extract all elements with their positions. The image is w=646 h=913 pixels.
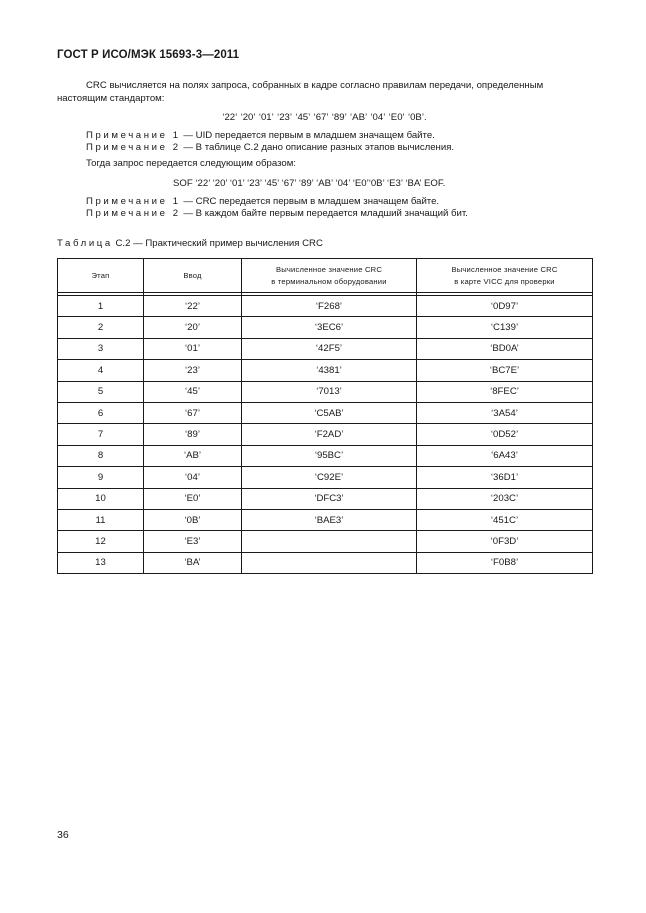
cell-step: 13	[58, 552, 144, 573]
cell-card-crc: ‘0D52’	[417, 424, 593, 445]
cell-card-crc: ‘0F3D’	[417, 531, 593, 552]
cell-step: 9	[58, 467, 144, 488]
cell-terminal-crc: ‘F268’	[242, 296, 417, 317]
cell-terminal-crc: ‘C5AB’	[242, 402, 417, 423]
cell-input: ‘20’	[144, 317, 242, 338]
cell-card-crc: ‘203C’	[417, 488, 593, 509]
cell-input: ‘67’	[144, 402, 242, 423]
intro-paragraph: CRC вычисляется на полях запроса, собранных в кадре согласно правилам передачи, определенным	[86, 80, 544, 91]
note-text: — UID передается первым в младшем значащем байте.	[180, 130, 435, 141]
cell-step: 7	[58, 424, 144, 445]
header-card-crc	[417, 259, 593, 293]
header-terminal-crc	[242, 259, 417, 293]
cell-input: ‘E3’	[144, 531, 242, 552]
table-row	[58, 360, 593, 381]
note-label: Примечание 2	[86, 142, 181, 153]
note-label: Примечание 1	[86, 130, 181, 141]
table-row	[58, 338, 593, 359]
cell-terminal-crc: ‘C92E’	[242, 467, 417, 488]
cell-card-crc: ‘F0B8’	[417, 552, 593, 573]
header-terminal-line2: в терминальном оборудовании	[271, 276, 387, 286]
crc-table	[57, 258, 593, 574]
cell-card-crc: ‘3A54’	[417, 402, 593, 423]
caption-label: Таблица	[57, 238, 113, 249]
caption-text: С.2 — Практический пример вычисления CRC	[112, 238, 323, 249]
table-row	[58, 296, 593, 317]
table-row	[58, 467, 593, 488]
cell-input: ‘01’	[144, 338, 242, 359]
note-label: Примечание 1	[86, 196, 181, 207]
note-a2	[86, 141, 592, 155]
cell-terminal-crc: ‘BAE3’	[242, 509, 417, 530]
header-card-line1: Вычисленное значение CRC	[451, 265, 558, 274]
table-row	[58, 317, 593, 338]
cell-step: 2	[58, 317, 144, 338]
cell-terminal-crc: ‘4381’	[242, 360, 417, 381]
cell-terminal-crc: ‘DFC3’	[242, 488, 417, 509]
cell-input: ‘0B’	[144, 509, 242, 530]
table-row	[58, 509, 593, 530]
cell-step: 8	[58, 445, 144, 466]
document-header: ГОСТ Р ИСО/МЭК 15693-3—2011	[57, 49, 240, 61]
cell-terminal-crc: ‘42F5’	[242, 338, 417, 359]
page-number: 36	[57, 829, 69, 841]
cell-terminal-crc	[242, 552, 417, 573]
table-row	[58, 381, 593, 402]
cell-input: ‘89’	[144, 424, 242, 445]
cell-input: ‘04’	[144, 467, 242, 488]
cell-card-crc: ‘C139’	[417, 317, 593, 338]
cell-step: 4	[58, 360, 144, 381]
cell-step: 10	[58, 488, 144, 509]
cell-step: 6	[58, 402, 144, 423]
cell-terminal-crc	[242, 531, 417, 552]
cell-step: 3	[58, 338, 144, 359]
table-row	[58, 552, 593, 573]
header-terminal-line1: Вычисленное значение CRC	[275, 265, 383, 274]
table-row	[58, 424, 593, 445]
cell-card-crc: ‘0D97’	[417, 296, 593, 317]
note-text: — В каждом байте первым передается младший значащий бит.	[180, 208, 468, 219]
cell-step: 5	[58, 381, 144, 402]
cell-card-crc: ‘8FEC’	[417, 381, 593, 402]
then-paragraph: Тогда запрос передается следующим образом:	[86, 158, 296, 169]
frame-bytes: SOF ‘22’ ‘20’ ‘01’ ‘23’ ‘45’ ‘67’ ‘89’ ‘AB’ ‘04’ ‘E0’‘0B’ ‘E3’ ‘BA’ EOF.	[173, 178, 446, 189]
header-input: Ввод	[144, 259, 242, 293]
cell-step: 11	[58, 509, 144, 530]
cell-input: ‘45’	[144, 381, 242, 402]
table-row	[58, 531, 593, 552]
cell-input: ‘BA’	[144, 552, 242, 573]
table-row	[58, 445, 593, 466]
cell-card-crc: ‘6A43’	[417, 445, 593, 466]
table-header-row	[58, 259, 593, 293]
note-text: — В таблице С.2 дано описание разных этапов вычисления.	[180, 142, 455, 153]
cell-terminal-crc: ‘F2AD’	[242, 424, 417, 445]
cell-card-crc: ‘36D1’	[417, 467, 593, 488]
note-b2	[86, 207, 592, 221]
cell-input: ‘E0’	[144, 488, 242, 509]
header-step: Этап	[58, 259, 144, 293]
intro-paragraph-continuation: настоящим стандартом:	[57, 93, 165, 104]
cell-terminal-crc: ‘3EC6’	[242, 317, 417, 338]
cell-card-crc: ‘451C’	[417, 509, 593, 530]
cell-input: ‘23’	[144, 360, 242, 381]
cell-step: 12	[58, 531, 144, 552]
note-label: Примечание 2	[86, 208, 181, 219]
header-card-line2: в карте VICC для проверки	[454, 276, 555, 286]
cell-card-crc: ‘BD0A’	[417, 338, 593, 359]
cell-terminal-crc: ‘7013’	[242, 381, 417, 402]
cell-terminal-crc: ‘95BC’	[242, 445, 417, 466]
table-row	[58, 402, 593, 423]
cell-input: ‘AB’	[144, 445, 242, 466]
cell-step: 1	[58, 296, 144, 317]
note-text: — CRC передается первым в младшем значащем байте.	[180, 196, 440, 207]
request-bytes: ‘22’ ‘20’ ‘01’ ‘23’ ‘45’ ‘67’ ‘89’ ‘AB’ ‘04’ ‘E0’ ‘0B’.	[222, 112, 427, 123]
cell-input: ‘22’	[144, 296, 242, 317]
table-row	[58, 488, 593, 509]
table-caption	[57, 238, 323, 249]
cell-card-crc: ‘BC7E’	[417, 360, 593, 381]
